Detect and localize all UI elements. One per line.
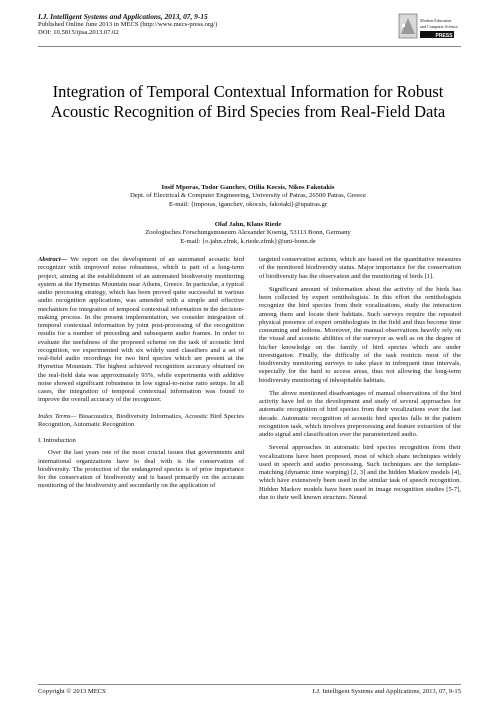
doi-line: DOI: 10.5815/ijisa.2013.07.02 <box>38 29 119 36</box>
author-block-2 <box>40 221 456 246</box>
footer-rule <box>38 684 461 685</box>
journal-name: I.J. Intelligent Systems and Applications, 2013, 07, 9-15 <box>38 12 208 21</box>
right-paragraph-0: targeted conservation actions, which are based on the quantitative measures of the monitored biodiversity status. Major importance for the conservation of biodiversity has the observation and the monitoring of birds [1]. <box>259 256 461 280</box>
abstract <box>38 256 244 405</box>
authors-2: Olaf Jahn, Klaus Riede <box>214 221 282 228</box>
section-heading: I. Introduction <box>38 437 76 444</box>
abstract-label: Abstract— <box>38 256 68 263</box>
right-paragraph-3: Several approaches in automatic bird species recognition from their vocalizations have been proposed, most of which share techniques widely used in speech and audio processing. Such techniques are the template-matching (dynamic time warping) [2, 3] and the hidden Markov models [4], which have extensively been used in the similar task of speech recognition. Hidden Markov models have been used in image recognition studies [5-7], due to their well known structure. Neural <box>259 444 461 501</box>
affiliation-1: Dept. of Electrical & Computer Engineering, University of Patras, 26500 Patras, Greece <box>129 192 367 200</box>
header-rule <box>38 46 461 47</box>
author-block-1 <box>40 184 456 209</box>
svg-text:Modern Education: Modern Education <box>420 18 452 23</box>
right-paragraph-2: The above mentioned disadvantages of manual observations of the bird activity have led to the development and study of several approaches for automatic recognition of bird species from their vocalizations over the last decade. Automatic recognition of acoustic bird species falls in the pattern recognition task, which involves preprocessing and feature extraction of the audio signal and classification over the parameterized audio. <box>259 389 461 438</box>
index-terms-label: Index Terms— <box>38 412 77 420</box>
affiliation-2: Zoologisches Forschungsmuseum Alexander Koenig, 53113 Bonn, Germany <box>145 229 351 237</box>
authors-1: Iosif Mporas, Todor Ganchev, Otilia Kocsis, Nikos Fakotakis <box>161 184 335 191</box>
publisher-logo <box>398 12 458 46</box>
index-terms <box>38 413 244 430</box>
left-column <box>38 256 244 491</box>
journal-header <box>38 12 458 37</box>
email-2: E-mail: {o.jahn.zfmk, k.riede.zfmk}@uni-bonn.de <box>180 237 316 245</box>
paper-title: Integration of Temporal Contextual Information for Robust Acoustic Recognition of Bird Species from Real-Field Data <box>50 82 446 121</box>
right-column <box>259 256 461 502</box>
intro-paragraph: Over the last years one of the most crucial issues that governments and international organizations have to deal with is the conservation of biodiversity. The protection of the endangered species is of prior importance for the conservation of biodiversity and is based primarily on the accurate monitoring of the biodiversity and secondarily on the application of <box>38 449 244 490</box>
index-terms-text: Bioacoustics, Biodiversity Informatics, Acoustic Bird Species Recognition, Automatic Recognition <box>38 412 244 428</box>
svg-text:and Computer Science: and Computer Science <box>420 24 458 29</box>
footer-journal: I.J. Intelligent Systems and Applications, 2013, 07, 9-15 <box>312 688 461 695</box>
abstract-text: We report on the development of an automated acoustic bird recognizer with improved noise robustness, which is part of a long-term project, aiming at the establishment of an automated biodiversity monitoring system at the Hymettus Mountain near Athens, Greece. In particular, a typical audio processing strategy, which has been proved quite successful in various audio recognition applications, was amended with a simple and effective mechanism for integration of temporal contextual information in the decision-making process. In the present implementation, we consider integration of temporal contextual information by joint post-processing of the recognition results for a number of preceding and subsequent audio frames. In order to evaluate the usefulness of the proposed scheme on the task of acoustic bird recognition, we experimented with six widely used classifiers and a set of real-field audio recordings for two bird species which are present at the Hymettus Mountain. The highest achieved recognition accuracy obtained on the real-field data was approximately 93%, while experiments with additive noise showed significant robustness in low signal-to-noise ratio setups. In all cases, the integration of temporal contextual information was found to improve the overall accuracy of the recognizer. <box>38 256 244 404</box>
email-1: E-mail: {imporas, tganchev, okocsis, fakotaki}@upatras.gr <box>168 200 328 208</box>
footer-copyright: Copyright © 2013 MECS <box>38 688 106 695</box>
right-paragraph-1: Significant amount of information about the activity of the birds has been collected by expert ornithologists. In this effort the ornithologists recognize the bird species from their vocalizations, study the interaction among them and locate their habitats. Such surveys require the repeated physical presence of expert ornithologists in the field and thus become time consuming and tedious. Moreover, the manual observations heavily rely on the visual and acoustic abilities of the surveyor as well as on the degree of his/her knowledge on the family of bird species which are under investigation. Finally, the difficulty of the task restricts most of the biodiversity monitoring surveys to take place in infrequent time intervals, especially for the hard to access areas, thus not allowing the long-term biodiversity monitoring of inhospitable habitats. <box>259 285 461 384</box>
published-line: Published Online June 2013 in MECS (http://www.mecs-press.org/) <box>38 21 218 28</box>
svg-text:PRESS: PRESS <box>435 33 453 39</box>
